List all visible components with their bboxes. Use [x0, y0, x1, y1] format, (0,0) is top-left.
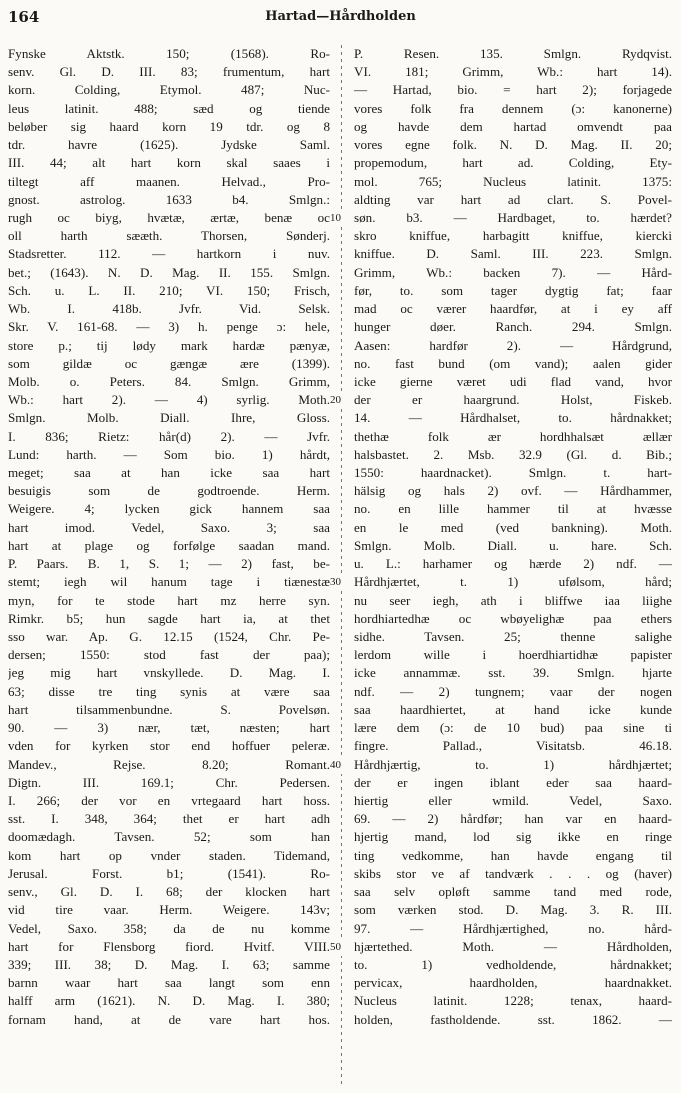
text-line: III. 44; alt hart korn skal saaes i [8, 155, 330, 171]
text-line: rugh oc biyg, hvætæ, ærtæ, benæ oc [8, 209, 330, 225]
text-line: vores folk fra dennem (ɔ: kanonerne) [354, 100, 672, 116]
line-number: 50 [330, 938, 354, 956]
text-line: hälsig og hals 2) ovf. — Hårdhammer, [354, 483, 672, 499]
page-number: 164 [8, 8, 40, 26]
text-line: Digtn. III. 169.1; Chr. Pedersen. [8, 774, 330, 790]
text-line: 339; III. 38; D. Mag. I. 63; samme [8, 956, 330, 972]
running-head: Hartad—Hårdholden [265, 9, 416, 24]
text-line: 69. — 2) hårdfør; han var en haard- [354, 811, 672, 827]
text-line: hordhiartedhæ oc wbøyelighæ paa ethers [354, 610, 672, 626]
text-line: en le med (ved bankning). Moth. [354, 519, 672, 535]
text-line: Smlgn. Molb. Diall. Ihre, Gloss. [8, 410, 330, 426]
text-line: lære dem (ɔ: de 10 bud) paa sine ti [354, 720, 672, 736]
text-line: meget; saa at han icke saa hart [8, 465, 330, 481]
text-line: hiertig eller wmild. Vedel, Saxo. [354, 792, 672, 808]
text-line: 14. — Hårdhalset, to. hårdnakket; [354, 410, 672, 426]
line-number: 40 [330, 756, 354, 774]
text-line: Jerusal. Forst. b1; (1541). Ro- [8, 865, 330, 881]
text-line: hart for Flensborg fiord. Hvitf. VIII. [8, 938, 330, 954]
text-line: mol. 765; Nucleus latinit. 1375: [354, 173, 672, 189]
text-line: I. 266; der vor en vrtegaard hart hoss. [8, 792, 330, 808]
text-line: Wb.: hart 2). — 4) syrlig. Moth. [8, 392, 330, 408]
text-line: icke gierne været udi flad vand, hvor [354, 373, 672, 389]
text-line: Grimm, Wb.: backen 7). — Hård- [354, 264, 672, 280]
text-line: Smlgn. Molb. Diall. u. hare. Sch. [354, 537, 672, 553]
text-line: — Hartad, bio. = hart 2); forjagede [354, 82, 672, 98]
text-line: Hårdhjærtig, to. 1) hårdhjærtet; [354, 756, 672, 772]
text-line: fingre. Pallad., Visitatsb. 46.18. [354, 738, 672, 754]
text-line: senv., Gl. D. I. 68; der klocken hart [8, 884, 330, 900]
text-line: før, to. som tager dygtig fat; faar [354, 282, 672, 298]
text-line: kniffue. D. Saml. III. 223. Smlgn. [354, 246, 672, 262]
text-line: vden for kyrken stor end hoffuer peleræ. [8, 738, 330, 754]
text-line: Wb. I. 418b. Jvfr. Vid. Selsk. [8, 301, 330, 317]
text-line: thethæ folk ær hordhhalsæt ællær [354, 428, 672, 444]
text-line: sst. I. 348, 364; thet er hart adh [8, 811, 330, 827]
text-line: P. Paars. B. 1, S. 1; — 2) fast, be- [8, 556, 330, 572]
text-line: hjertig mand, lod sig ikke en ringe [354, 829, 672, 845]
text-line: dersen; 1550: stod fast der paa); [8, 647, 330, 663]
text-line: tiltegt aff maanen. Helvad., Pro- [8, 173, 330, 189]
text-line: skro kniffue, harbagitt kniffue, kiercki [354, 228, 672, 244]
text-line: sso war. Ap. G. 12.15 (1524, Chr. Pe- [8, 629, 330, 644]
text-line: nu seer iegh, ath i bliffwe iaa liighe [354, 592, 672, 608]
text-line: Rimkr. b5; hun sagde hart ia, at thet [8, 610, 330, 626]
text-line: skibs stor ve af tandværk . . . og (haver) [354, 865, 672, 881]
line-number: 10 [330, 209, 354, 227]
text-line: u. L.: harhamer og hærde 2) ndf. — [354, 556, 672, 572]
text-line: Skr. V. 161-68. — 3) h. penge ɔ: hele, [8, 319, 330, 335]
right-column [354, 45, 672, 1029]
text-line: Mandev., Rejse. 8.20; Romant. [8, 756, 330, 772]
text-line: to. 1) vedholdende, hårdnakket; [354, 956, 672, 972]
text-line: hunger døer. Ranch. 294. Smlgn. [354, 319, 672, 335]
text-line: halsbastet. 2. Msb. 32.9 (Gl. d. Bib.; [354, 446, 672, 462]
text-line: I. 836; Rietz: hår(d) 2). — Jvfr. [8, 428, 330, 444]
text-line: ndf. — 2) tungnem; vaar der nogen [354, 683, 672, 699]
text-line: oll harth sææth. Thorsen, Sønderj. [8, 228, 330, 244]
text-line: vid tire vaar. Herm. Weigere. 143v; [8, 902, 330, 918]
text-line: leus latinit. 488; sæd og tiende [8, 100, 330, 116]
text-line: hjærtethed. Moth. — Hårdholden, [354, 938, 672, 954]
text-line: icke annammæ. sst. 39. Smlgn. hjarte [354, 665, 672, 681]
text-line: og havde dem hartad omvendt paa [354, 118, 672, 134]
text-line: Nucleus latinit. 1228; tenax, haard- [354, 993, 672, 1009]
text-line: pervicax, haardholden, haardnakket. [354, 975, 672, 991]
text-line: der er ingen iblant eder saa haard- [354, 774, 672, 790]
text-line: VI. 181; Grimm, Wb.: hart 14). [354, 64, 672, 80]
text-line: stemt; iegh wil hanum tage i tiænestæ [8, 574, 330, 590]
text-line: Sch. u. L. II. 210; VI. 150; Frisch, [8, 282, 330, 298]
text-line: 63; disse tre ting synis at være saa [8, 683, 330, 699]
text-line: doomædagh. Tavsen. 52; som han [8, 829, 330, 845]
text-line: som gildæ oc gængæ ære (1399). [8, 355, 330, 371]
text-line: myn, for te stode hart mz herre syn. [8, 592, 330, 608]
text-line: senv. Gl. D. III. 83; frumentum, hart [8, 64, 330, 80]
text-line: saa haardhiertet, at hand icke kunde [354, 701, 672, 717]
text-line: P. Resen. 135. Smlgn. Rydqvist. [354, 46, 672, 61]
text-line: Molb. o. Peters. 84. Smlgn. Grimm, [8, 373, 330, 389]
text-line: jeg mig hart vnskyllede. D. Mag. I. [8, 665, 330, 681]
column-divider [341, 45, 342, 1085]
text-line: no. en lille hammer til at hvæsse [354, 501, 672, 517]
text-line: hart at plage og forfølge saadan mand. [8, 537, 330, 553]
text-line: kom hart op vnder staden. Tidemand, [8, 847, 330, 863]
text-line: aldting var hart ad clart. S. Povel- [354, 191, 672, 207]
text-line: 97. — Hårdhjærtighed, no. hård- [354, 920, 672, 936]
text-line: Stadsretter. 112. — hartkorn i nuv. [8, 246, 330, 262]
text-line: Vedel, Saxo. 358; da de nu komme [8, 920, 330, 936]
text-line: vores egne folk. N. D. Mag. II. 20; [354, 137, 672, 153]
text-line: Hårdhjærtet, t. 1) ufølsom, hård; [354, 574, 672, 590]
text-line: fornam hand, at de vare hart hos. [8, 1011, 330, 1027]
text-line: beløber sig haard korn 19 tdr. og 8 [8, 118, 330, 134]
text-line: ting vedkomme, han havde engang til [354, 847, 672, 863]
text-line: besuigis som de godtroende. Herm. [8, 483, 330, 499]
line-number: 20 [330, 391, 354, 409]
text-line: Aasen: hardfør 2). — Hårdgrund, [354, 337, 672, 353]
text-line: lerdom wille i hoerdhiartidhæ papister [354, 647, 672, 663]
text-line: holden, fastholdende. sst. 1862. — [354, 1011, 672, 1027]
text-line: korn. Colding, Etymol. 487; Nuc- [8, 82, 330, 98]
text-line: gnost. astrolog. 1633 b4. Smlgn.: [8, 191, 330, 207]
text-line: Weigere. 4; lycken gick hannem saa [8, 501, 330, 517]
text-line: hart tilsammenbundne. S. Povelsøn. [8, 701, 330, 717]
text-line: der er haargrund. Holst, Fiskeb. [354, 392, 672, 408]
left-column [8, 45, 330, 1029]
text-line: tdr. havre (1625). Jydske Saml. [8, 137, 330, 153]
text-line: bet.; (1643). N. D. Mag. II. 155. Smlgn. [8, 264, 330, 280]
text-line: store p.; tij lødy mark hardæ pænyæ, [8, 337, 330, 353]
text-line: hart imod. Vedel, Saxo. 3; saa [8, 519, 330, 535]
text-line: no. fast bund (om vand); aalen gider [354, 355, 672, 371]
text-line: saa selv opløft samme tand med rode, [354, 884, 672, 900]
text-line: Lund: harth. — Som bio. 1) hårdt, [8, 446, 330, 462]
text-line: søn. b3. — Hardbaget, to. hærdet? [354, 209, 672, 225]
text-line: propemodum, hart ad. Colding, Ety- [354, 155, 672, 171]
text-line: sidhe. Tavsen. 25; thenne salighe [354, 629, 672, 644]
text-line: 90. — 3) nær, tæt, næsten; hart [8, 720, 330, 736]
text-line: 1550: haardnacket). Smlgn. t. hart- [354, 465, 672, 481]
text-line: som værken stod. D. Mag. 3. R. III. [354, 902, 672, 918]
text-line: barnn waar hart saa langt som enn [8, 975, 330, 991]
page-header [0, 0, 681, 40]
text-line: mad oc værer haardfør, at i ey aff [354, 301, 672, 317]
text-line: halff arm (1621). N. D. Mag. I. 380; [8, 993, 330, 1009]
text-line: Fynske Aktstk. 150; (1568). Ro- [8, 46, 330, 61]
line-number: 30 [330, 573, 354, 591]
